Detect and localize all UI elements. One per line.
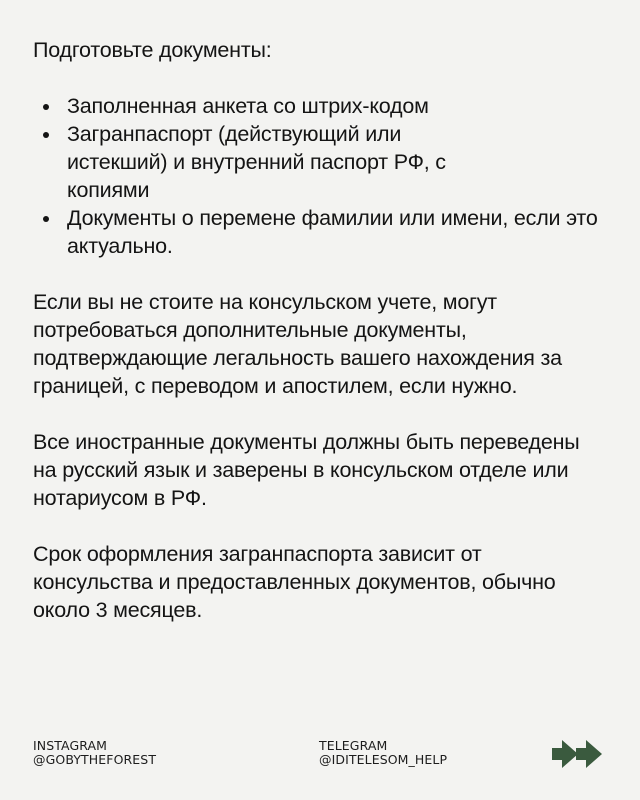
list-item [33,120,603,204]
double-arrow-right-icon[interactable] [552,738,608,770]
instagram-label: INSTAGRAM [33,738,108,753]
instagram-credit [33,739,156,767]
arrow-right-icon [552,740,578,768]
documents-heading: Подготовьте документы: [33,38,272,62]
list-item-text: Загранпаспорт (действующий или истекший) и внутренний паспорт РФ, с копиями [67,122,446,202]
list-item-text: Заполненная анкета со штрих-кодом [67,94,429,118]
bullet-dot-icon [43,104,49,110]
documents-list [33,92,603,260]
consular-registration-paragraph: Если вы не стоите на консульском учете, могут потребоваться дополнительные документы, подтверждающие легальность вашего нахождения за границей, с переводом и апостилем, если нужно. [33,290,562,398]
translation-paragraph: Все иностранные документы должны быть переведены на русский язык и заверены в консульском отделе или нотариусом в РФ. [33,430,580,510]
list-item-text: Документы о перемене фамилии или имени, если это актуально. [67,206,598,258]
bullet-dot-icon [43,216,49,222]
list-item [33,204,603,260]
telegram-handle[interactable]: @IDITELESOM_HELP [319,752,448,767]
telegram-credit [319,739,447,767]
processing-time-paragraph: Срок оформления загранпаспорта зависит от консульства и предоставленных документов, обычно около 3 месяцев. [33,542,556,622]
arrow-right-icon [576,740,602,768]
telegram-label: TELEGRAM [319,738,388,753]
article-body [33,36,603,624]
bullet-dot-icon [43,132,49,138]
instagram-handle[interactable]: @GOBYTHEFOREST [33,752,157,767]
list-item [33,92,603,120]
